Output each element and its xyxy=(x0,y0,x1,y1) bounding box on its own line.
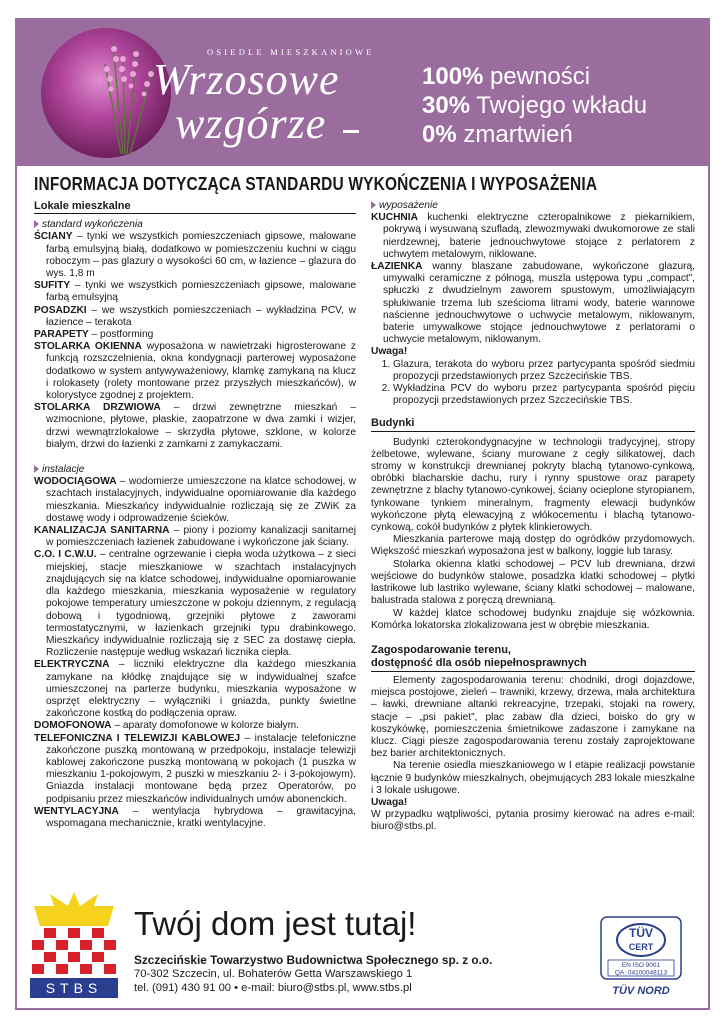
list-item: WENTYLACYJNA – wentylacja hybrydowa – grawitacyjna, wspomagana mechanicznie, kratki wentylacyjne. xyxy=(34,805,356,829)
slogan-3: 0% zmartwień xyxy=(422,121,573,148)
company-name: Szczecińskie Towarzystwo Budownictwa Społecznego sp. z o.o. xyxy=(134,953,493,967)
list-item: TELEFONICZNA I TELEWIZJI KABLOWEJ – instalacje telefoniczne zakończone puszką montowaną w przedpokoju, instalacje telewizji kablowej zakończone puszką montowaną w pokojach (1 puszka w mieszkaniu 1-pokojowym, 2 puszki w mieszkaniu 2- i 3-pokojowym). Gniazda instalacji montowane będą przez Operatorów, po podpisaniu przez mieszkańców individualnych umów abonenckich. xyxy=(34,732,357,805)
list-item: KANALIZACJA SANITARNA – piony i poziomy kanalizacji sanitarnej w pomieszczeniach łazienek zabudowane i wykończone jak ściany. xyxy=(34,525,356,549)
list-item: STOLARKA DRZWIOWA – drzwi zewnętrzne mieszkań – wzmocnione, płytowe, płaskie, zaopatrzone w dwa zamki i wizjer, drzwi wewnątrzlokalowe – skrzydła płytowe, szklone, w kolorze białym, drzwi do łazienki z zamkami z zamykaczami. xyxy=(34,402,356,450)
cert-qa: QA: 04100048113 xyxy=(614,969,668,977)
list-item: 2. Wykładzina PCV do wyboru przez partycypanta spośród pięciu propozycji przedstawionych przez Szczecińskie TBS. xyxy=(393,383,695,407)
slogan-1: 100% pewności xyxy=(422,63,591,90)
budynki-paragraph: W każdej klatce schodowej budynku znajduje się wózkownia. Komórka lokatorska zlokalizowana jest w obrębie mieszkania. xyxy=(371,607,695,631)
budynki-paragraph: Budynki czterokondygnacyjne w technologii tradycyjnej, stropy żelbetowe, wylewane, ściany murowane z cegły silikatowej, dach stromy w konstrukcji drewnianej pokryty blachą tytanowo-cynkową, obróbki blacharskie dachu, rury i rynny spustowe oraz parapety zewnętrzne z blachy tytanowo-cynkowej, ściany ocieplone styropianem, tynkowane tynkiem mineralnym, fragmenty elewacji budynków wykończone płytą elewacyjną z włókocementu i blachą tytanowo-cynkową, cokół budynków z płytek klinkierowych. xyxy=(371,436,695,534)
slogan-2: 30% Twojego wkładu xyxy=(422,92,648,119)
wykonczenie-list xyxy=(34,231,356,451)
list-item: DOMOFONOWA – aparaty domofonowe w kolorze białym. xyxy=(34,720,299,732)
uwaga-label-2: Uwaga! xyxy=(371,796,408,808)
company-contact: tel. (091) 430 91 00 • e-mail: biuro@stbs.pl, www.stbs.pl xyxy=(134,982,412,994)
subheading-wykonczenie: standard wykończenia xyxy=(34,219,356,231)
instalacje-list xyxy=(34,476,356,830)
section-heading-lokale: Lokale mieszkalne xyxy=(34,200,356,214)
company-address: 70-302 Szczecin, ul. Bohaterów Getta Warszawskiego 1 xyxy=(134,968,413,980)
list-item: ELEKTRYCZNA – liczniki elektryczne dla każdego mieszkania zamykane na kłódkę znajdujące się w indywidualnej szafce umieszczonej na parterze budynku, mieszkania wyposażone w osprzęt elektryczny – wyłączniki i gniazda, punkty świetlne zakończone kostką do podłączenia opraw. xyxy=(34,659,356,720)
cert-brand: TÜV NORD xyxy=(612,985,670,997)
header-banner xyxy=(17,20,708,166)
cert-iso: EN ISO 9001 xyxy=(621,962,661,969)
list-item: PARAPETY – postforming xyxy=(34,329,154,341)
cert-mid: CERT xyxy=(628,942,654,952)
list-item: KUCHNIA kuchenki elektryczne czteropalnikowe z piekarnikiem, pokrywą i wysuwaną szufladą, zlewozmywaki dwukomorowe ze stali nierdzewnej, baterie jednouchwytowe stojące z perlatorem z uchwytem metalowym, niklowane. xyxy=(371,212,695,260)
uwaga-contact: W przypadku wątpliwości, pytania prosimy kierować na adres e-mail: biuro@stbs.pl. xyxy=(371,809,695,833)
left-column xyxy=(34,200,356,830)
right-column xyxy=(371,200,695,834)
logo-line-1: Wrzosowe xyxy=(153,55,340,104)
slogans xyxy=(422,62,647,149)
list-item: WODOCIĄGOWA – wodomierze umieszczone na klatce schodowej, w szachtach instalacyjnych, indywidualne opomiarowanie dla każdego mieszkania. Mieszkańcy indywidualnie rozliczają się ze ZWiK za dostawę wody i odprowadzenie ścieków. xyxy=(34,476,356,524)
logo-dash xyxy=(343,130,359,133)
list-item: SUFITY – tynki we wszystkich pomieszczeniach gipsowe, malowane farbą emulsyjną xyxy=(34,280,356,304)
uwagi-list xyxy=(371,359,695,408)
logo-line-2: wzgórze xyxy=(175,99,327,148)
list-item: ŁAZIENKA wanny blaszane zabudowane, wykończone glazurą, umywalki ceramiczne z półnogą, muszla ustępowa typu „compact”, spłuczki z dwudzielnym zaworem spustowym, umożliwiającym spłukiwanie trzema lub sześcioma litrami wody, baterie wannowe naścienne jednouchwytowe o uchwycie metalowym, niklowanym, baterie umywalkowe stojące jednouchwytowe z perlatorami o uchwycie metalowym, niklowanym. xyxy=(371,261,695,346)
list-item: C.O. I C.W.U. – centralne ogrzewanie i ciepła woda użytkowa – z sieci miejskiej, stacje mieszkaniowe w szachtach instalacyjnych znajdujących się na klatce schodowej, indywidualne opomiarowanie dla każdego mieszkania, mieszkania wyposażenie w regulatory pokojowe temperatury umieszczone w pokoju dziennym, z regulacją dobową i tygodniową, grzejniki płytowe z zaworami termostatycznymi, w łazienkach grzejniki typu drabinkowego. Mieszkańcy indywidualnie rozliczają się z SEC za dostawę ciepła. Rozliczenie następuje według wskazań licznika ciepła. xyxy=(34,549,356,659)
logo-text: STBS xyxy=(45,980,103,996)
list-item: STOLARKA OKIENNA wyposażona w nawietrzaki higrosterowane z funkcją rozszczelnienia, okna kondygnacji parterowej wyposażone dodatkowo w system antywyważeniowy, klamkę zamykaną na klucz i rolokasety (rolety montowane przez przyszłych mieszkańców), w kolorystyce zgodnej z projektem. xyxy=(34,341,356,402)
teren-paragraph: Elementy zagospodarowania terenu: chodniki, drogi dojazdowe, miejsca postojowe, zieleń – trawniki, krzewy, drzewa, mała architektura – ławki, drewniane altanki rekreacyjne, trzepaki, stojaki na rowery, stacje – „psi pakiet”, plac zabaw dla dzieci, boisko do gry w koszykówkę, pomieszczenia śmietnikowe zadaszone i zamykane na klucz. Ciągi piesze zagospodarowania terenu zostały zaprojektowane bez barier architektonicznych. xyxy=(371,674,695,760)
budynki-paragraph: Mieszkania parterowe mają dostęp do ogródków przydomowych. Większość mieszkań wyposażona jest w balkony, loggie lub tarasy. xyxy=(371,534,695,558)
page-title: INFORMACJA DOTYCZĄCA STANDARDU WYKOŃCZENIA I WYPOSAŻENIA xyxy=(34,174,598,194)
wyposazenie-list xyxy=(371,212,695,346)
uwaga-label: Uwaga! xyxy=(371,346,408,358)
subheading-wyposazenie: wyposażenie xyxy=(371,200,695,212)
section-heading-budynki: Budynki xyxy=(371,417,695,431)
cert-top: TÜV xyxy=(629,926,653,940)
tuv-cert-icon xyxy=(600,916,682,1000)
section-heading-teren: Zagospodarowanie terenu, dostępność dla osób niepełnosprawnych xyxy=(371,644,695,672)
tagline: Twój dom jest tutaj! xyxy=(134,905,417,942)
subheading-instalacje: instalacje xyxy=(34,464,356,476)
stbs-logo xyxy=(28,892,120,1000)
list-item: ŚCIANY – tynki we wszystkich pomieszczeniach gipsowe, malowane farbą emulsyjną białą, dodatkowo w pomieszczeniu kuchni w ciągu roboczym – pas glazury o wysokości 60 cm, w łazience – glazura do wys. 1,8 m xyxy=(34,231,356,280)
teren-paragraph: Na terenie osiedla mieszkaniowego w I etapie realizacji powstanie łącznie 9 budynków mieszkalnych, obejmujących 283 lokale mieszkalne i 3 lokale usługowe. xyxy=(371,760,695,796)
list-item: POSADZKI – we wszystkich pomieszczeniach – wykładzina PCV, w łazience – terakota xyxy=(34,304,356,328)
list-item: 1. Glazura, terakota do wyboru przez partycypanta spośród siedmiu propozycji przedstawionych przez Szczecińskie TBS. xyxy=(393,359,695,383)
estate-label: OSIEDLE MIESZKANIOWE xyxy=(207,47,375,57)
budynki-paragraph: Stolarka okienna klatki schodowej – PCV lub drewniana, drzwi wejściowe do budynków stalowe, posadzka klatki schodowej – płytki lastrikowe lub lastriko wylewane, ściany klatki schodowej – malowane, balustrada stalowa z poręczą drewnianą. xyxy=(371,558,695,607)
